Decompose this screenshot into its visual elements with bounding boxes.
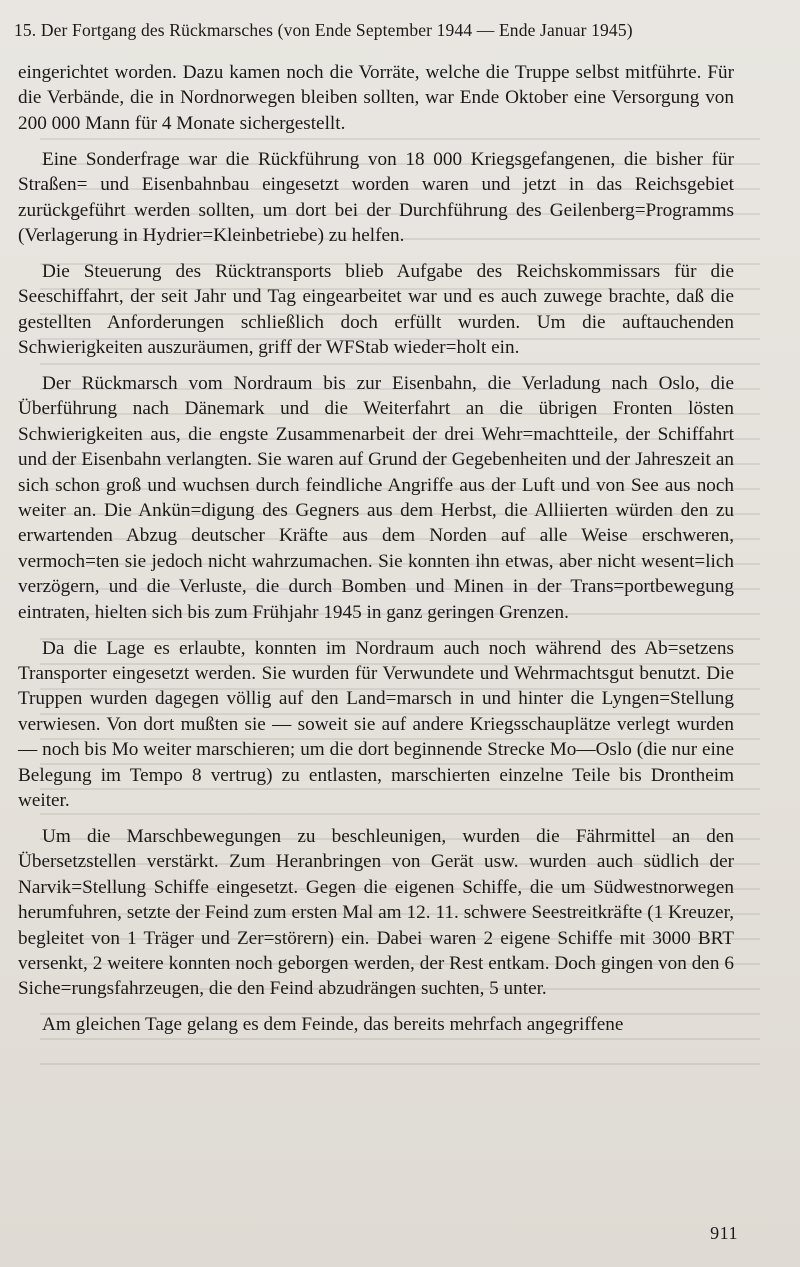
paragraph-continued: eingerichtet worden. Dazu kamen noch die Vorräte, welche die Truppe selbst mitführte. Für die Verbände, die in Nordnorwegen bleiben sollten, war Ende Oktober eine Versorgung von 200 000 Mann für 4 Monate sichergestellt. xyxy=(18,62,734,134)
paragraph-lage: Da die Lage es erlaubte, konnten im Nordraum auch noch während des Ab=setzens Transporter eingesetzt werden. Sie wurden für Verwundete und Wehrmachtsgut benutzt. Die Truppen wurden dagegen völlig auf den Land=marsch in und hinter die Lyngen=Stellung verwiesen. Von dort mußten sie — soweit sie auf andere Kriegsschauplätze verlegt wurden — noch bis Mo weiter marschieren; um die dort beginnende Strecke Mo—Oslo (die nur eine Belegung im Tempo 8 vertrug) zu entlasten, marschierten einzelne Teile bis Drontheim weiter. xyxy=(18,637,734,811)
running-head: 15. Der Fortgang des Rückmarsches (von Ende September 1944 — Ende Januar 1945) xyxy=(14,20,633,40)
page-number: 911 xyxy=(710,1223,738,1243)
paragraph-gleichen-tage: Am gleichen Tage gelang es dem Feinde, das bereits mehrfach angegriffene xyxy=(42,1014,624,1036)
body-text xyxy=(18,60,734,1048)
paragraph-steuerung: Die Steuerung des Rücktransports blieb Aufgabe des Reichskommissars für die Seeschiffahrt, der seit Jahr und Tag eingearbeitet war und es auch zuwege brachte, daß die gestellten Anforderungen schließlich doch erfüllt wurden. Um die auftauchenden Schwierigkeiten auszuräumen, griff der WFStab wieder=holt ein. xyxy=(18,260,734,359)
paragraph-rueckmarsch: Der Rückmarsch vom Nordraum bis zur Eisenbahn, die Verladung nach Oslo, die Überführung nach Dänemark und die Weiterfahrt an die übrigen Fronten lösten Schwierigkeiten aus, die engste Zusammenarbeit der drei Wehr=machtteile, der Schiffahrt und der Eisenbahn verlangten. Sie waren auf Grund der Gegebenheiten und der Jahreszeit an sich schon groß und wuchsen durch feindliche Angriffe aus der Luft und von See aus noch weiter an. Die Ankün=digung des Gegners aus dem Herbst, die Alliierten würden den zu erwartenden Abzug deutscher Kräfte aus dem Norden auf alle Weise erschweren, vermoch=ten sie jedoch nicht wahrzumachen. Sie konnten ihn etwas, aber nicht wesent=lich verzögern, und die Verluste, die durch Bomben und Minen in der Trans=portbewegung eintraten, hielten sich bis zum Frühjahr 1945 in ganz geringen Grenzen. xyxy=(18,372,734,623)
paragraph-kriegsgefangene: Eine Sonderfrage war die Rückführung von 18 000 Kriegsgefangenen, die bisher für Straßen= und Eisenbahnbau eingesetzt worden waren und jetzt in das Reichsgebiet zurückgeführt werden sollten, um dort bei der Durchführung des Geilenberg=Programms (Verlagerung in Hydrier=Kleinbetriebe) zu helfen. xyxy=(18,148,734,246)
paragraph-marschbewegungen: Um die Marschbewegungen zu beschleunigen, wurden die Fährmittel an den Übersetzstellen verstärkt. Zum Heranbringen von Gerät usw. wurden auch südlich der Narvik=Stellung Schiffe eingesetzt. Gegen die eigenen Schiffe, die um Südwestnorwegen herumfuhren, setzte der Feind zum ersten Mal am 12. 11. schwere Seestreitkräfte (1 Kreuzer, begleitet von 1 Träger und Zer=störern) ein. Dabei waren 2 eigene Schiffe mit 3000 BRT versenkt, 2 weitere konnten noch geborgen werden, der Rest entkam. Doch gingen von den 6 Siche=rungsfahrzeugen, die den Feind abzudrängen suchten, 5 unter. xyxy=(18,825,734,1000)
